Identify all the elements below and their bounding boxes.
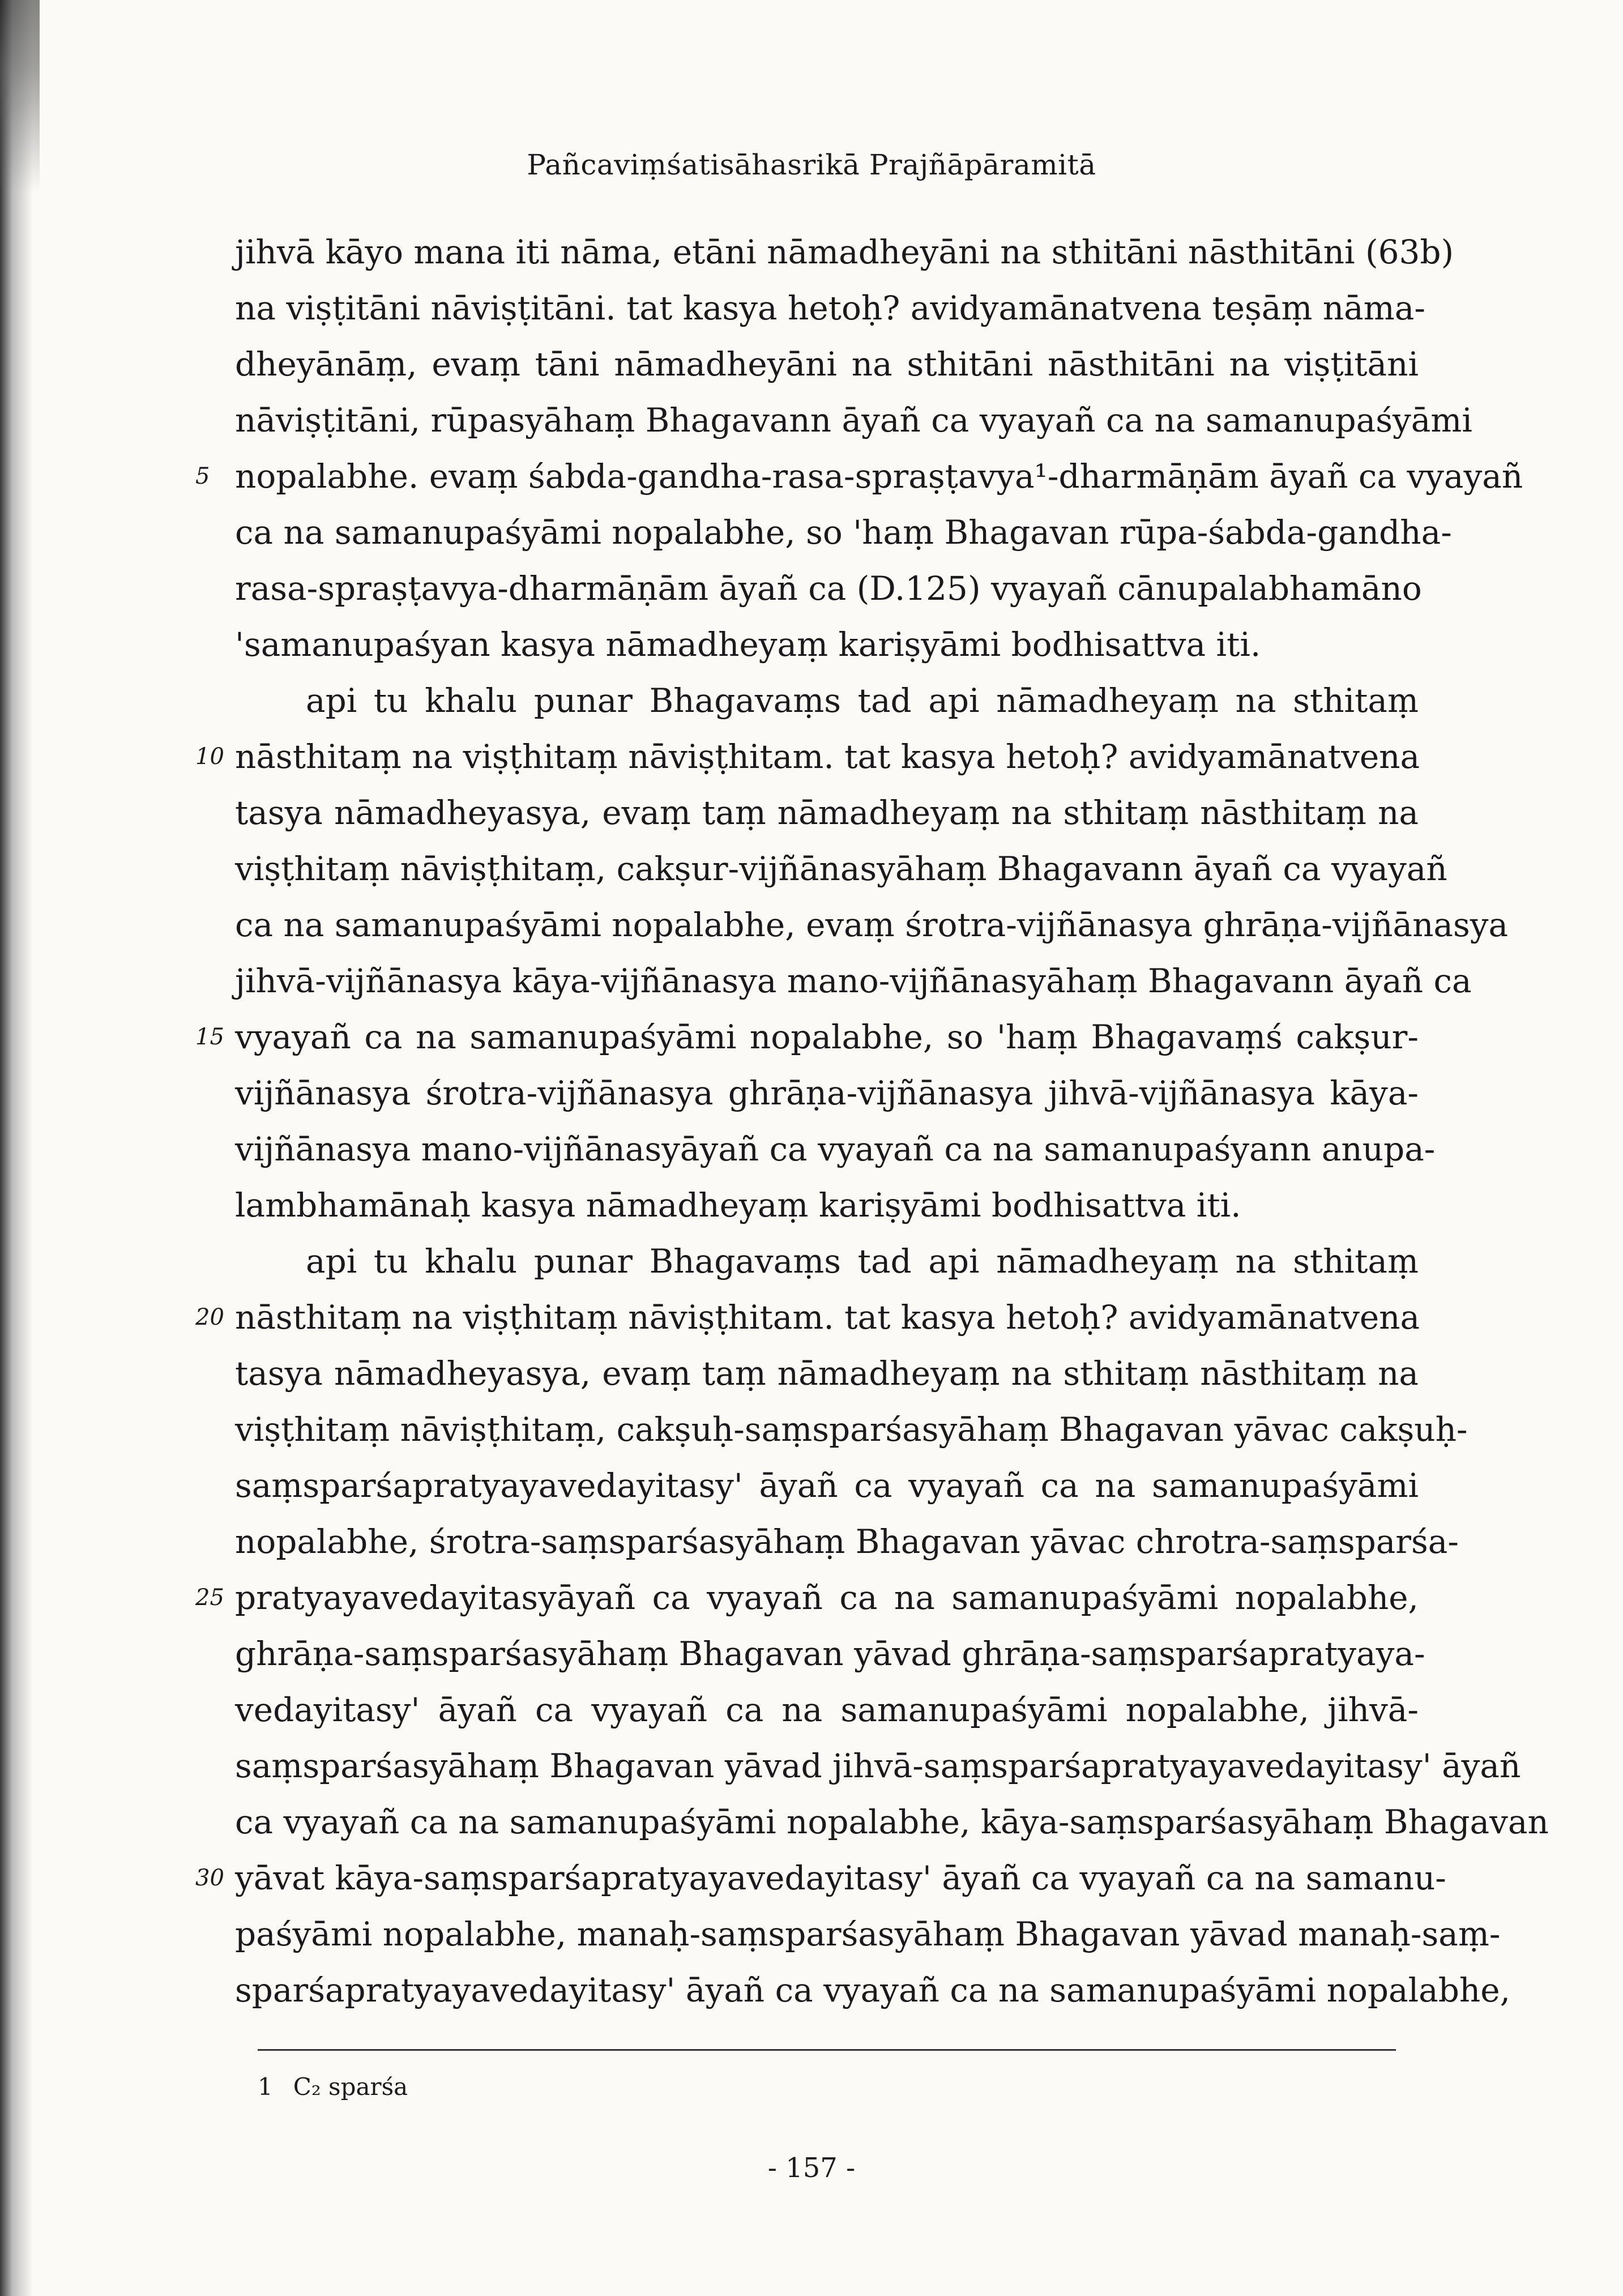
line-number: 5 (195, 463, 210, 489)
text-line: lambhamānaḥ kasya nāmadheyaṃ kariṣyāmi bodhisattva iti. (235, 1186, 1241, 1224)
text-line: ca na samanupaśyāmi nopalabhe, so 'haṃ Bhagavan rūpa-śabda-gandha- (235, 513, 1452, 552)
text-line: dheyānāṃ, evaṃ tāni nāmadheyāni na sthitāni nāsthitāni na viṣṭitāni (235, 345, 1419, 383)
text-line: nopalabhe, śrotra-saṃsparśasyāhaṃ Bhagavan yāvac chrotra-saṃsparśa- (235, 1522, 1459, 1561)
text-line: viṣṭhitaṃ nāviṣṭhitaṃ, cakṣur-vijñānasyāhaṃ Bhagavann āyañ ca vyayañ (235, 850, 1447, 888)
text-line: api tu khalu punar Bhagavaṃs tad api nāmadheyaṃ na sthitaṃ (306, 681, 1419, 720)
line-number: 10 (195, 744, 224, 770)
text-line: jihvā-vijñānasya kāya-vijñānasya mano-vijñānasyāhaṃ Bhagavann āyañ ca (235, 962, 1472, 1000)
text-line: tasya nāmadheyasya, evaṃ taṃ nāmadheyaṃ na sthitaṃ nāsthitaṃ na (235, 793, 1419, 832)
text-line: api tu khalu punar Bhagavaṃs tad api nāmadheyaṃ na sthitaṃ (306, 1242, 1419, 1281)
text-line: nāviṣṭitāni, rūpasyāhaṃ Bhagavann āyañ ca vyayañ ca na samanupaśyāmi (235, 401, 1472, 439)
page-number: - 157 - (767, 2152, 856, 2184)
footnote-number: 1 (258, 2073, 273, 2101)
text-line: viṣṭhitaṃ nāviṣṭhitaṃ, cakṣuḥ-saṃsparśasyāhaṃ Bhagavan yāvac cakṣuḥ- (235, 1410, 1468, 1449)
text-line: 'samanupaśyan kasya nāmadheyaṃ kariṣyāmi bodhisattva iti. (235, 625, 1261, 664)
text-line: paśyāmi nopalabhe, manaḥ-saṃsparśasyāhaṃ Bhagavan yāvad manaḥ-saṃ- (235, 1915, 1501, 1953)
footnote (258, 2073, 408, 2101)
line-number: 20 (195, 1304, 224, 1330)
footnote-rule (258, 2049, 1396, 2051)
text-line: 5 nopalabhe. evaṃ śabda-gandha-rasa-spraṣṭavya¹-dharmāṇām āyañ ca vyayañ (235, 449, 1419, 505)
line-number: 15 (195, 1024, 224, 1050)
text-line: 25 pratyayavedayitasyāyañ ca vyayañ ca na samanupaśyāmi nopalabhe, (235, 1570, 1419, 1626)
text-line: 15 vyayañ ca na samanupaśyāmi nopalabhe, so 'haṃ Bhagavaṃś cakṣur- (235, 1009, 1419, 1065)
text-line: 30 yāvat kāya-saṃsparśapratyayavedayitasy' āyañ ca vyayañ ca na samanu- (235, 1850, 1419, 1906)
text-line: 20 nāsthitaṃ na viṣṭhitaṃ nāviṣṭhitam. tat kasya hetoḥ? avidyamānatvena (235, 1290, 1419, 1346)
running-header: Pañcaviṃśatisāhasrikā Prajñāpāramitā (527, 148, 1096, 181)
text-line: saṃsparśasyāhaṃ Bhagavan yāvad jihvā-saṃsparśapratyayavedayitasy' āyañ (235, 1747, 1521, 1785)
footnote-text: C₂ sparśa (293, 2073, 408, 2101)
text-line: rasa-spraṣṭavya-dharmāṇām āyañ ca (D.125) vyayañ cānupalabhamāno (235, 569, 1422, 608)
text-line: ca vyayañ ca na samanupaśyāmi nopalabhe, kāya-saṃsparśasyāhaṃ Bhagavan (235, 1803, 1549, 1841)
main-text (195, 224, 1549, 2018)
text-line: jihvā kāyo mana iti nāma, etāni nāmadheyāni na sthitāni nāsthitāni (63b) (235, 233, 1454, 271)
text-line: na viṣṭitāni nāviṣṭitāni. tat kasya hetoḥ? avidyamānatvena teṣāṃ nāma- (235, 289, 1425, 327)
text-line: vedayitasy' āyañ ca vyayañ ca na samanupaśyāmi nopalabhe, jihvā- (235, 1691, 1419, 1729)
scan-shadow-edge (0, 0, 33, 2296)
text-line: saṃsparśapratyayavedayitasy' āyañ ca vyayañ ca na samanupaśyāmi (235, 1466, 1419, 1505)
line-number: 25 (195, 1585, 224, 1611)
line-number: 30 (195, 1865, 224, 1891)
text-line: vijñānasya mano-vijñānasyāyañ ca vyayañ ca na samanupaśyann anupa- (235, 1130, 1436, 1168)
text-line: ghrāṇa-saṃsparśasyāhaṃ Bhagavan yāvad ghrāṇa-saṃsparśapratyaya- (235, 1634, 1425, 1673)
text-line: vijñānasya śrotra-vijñānasya ghrāṇa-vijñānasya jihvā-vijñānasya kāya- (235, 1074, 1419, 1112)
text-line: sparśapratyayavedayitasy' āyañ ca vyayañ ca na samanupaśyāmi nopalabhe, (235, 1971, 1511, 2009)
text-line: ca na samanupaśyāmi nopalabhe, evaṃ śrotra-vijñānasya ghrāṇa-vijñānasya (235, 906, 1509, 944)
text-line: 10 nāsthitaṃ na viṣṭhitaṃ nāviṣṭhitam. tat kasya hetoḥ? avidyamānatvena (235, 729, 1419, 785)
text-line: tasya nāmadheyasya, evaṃ taṃ nāmadheyaṃ na sthitaṃ nāsthitaṃ na (235, 1354, 1419, 1393)
